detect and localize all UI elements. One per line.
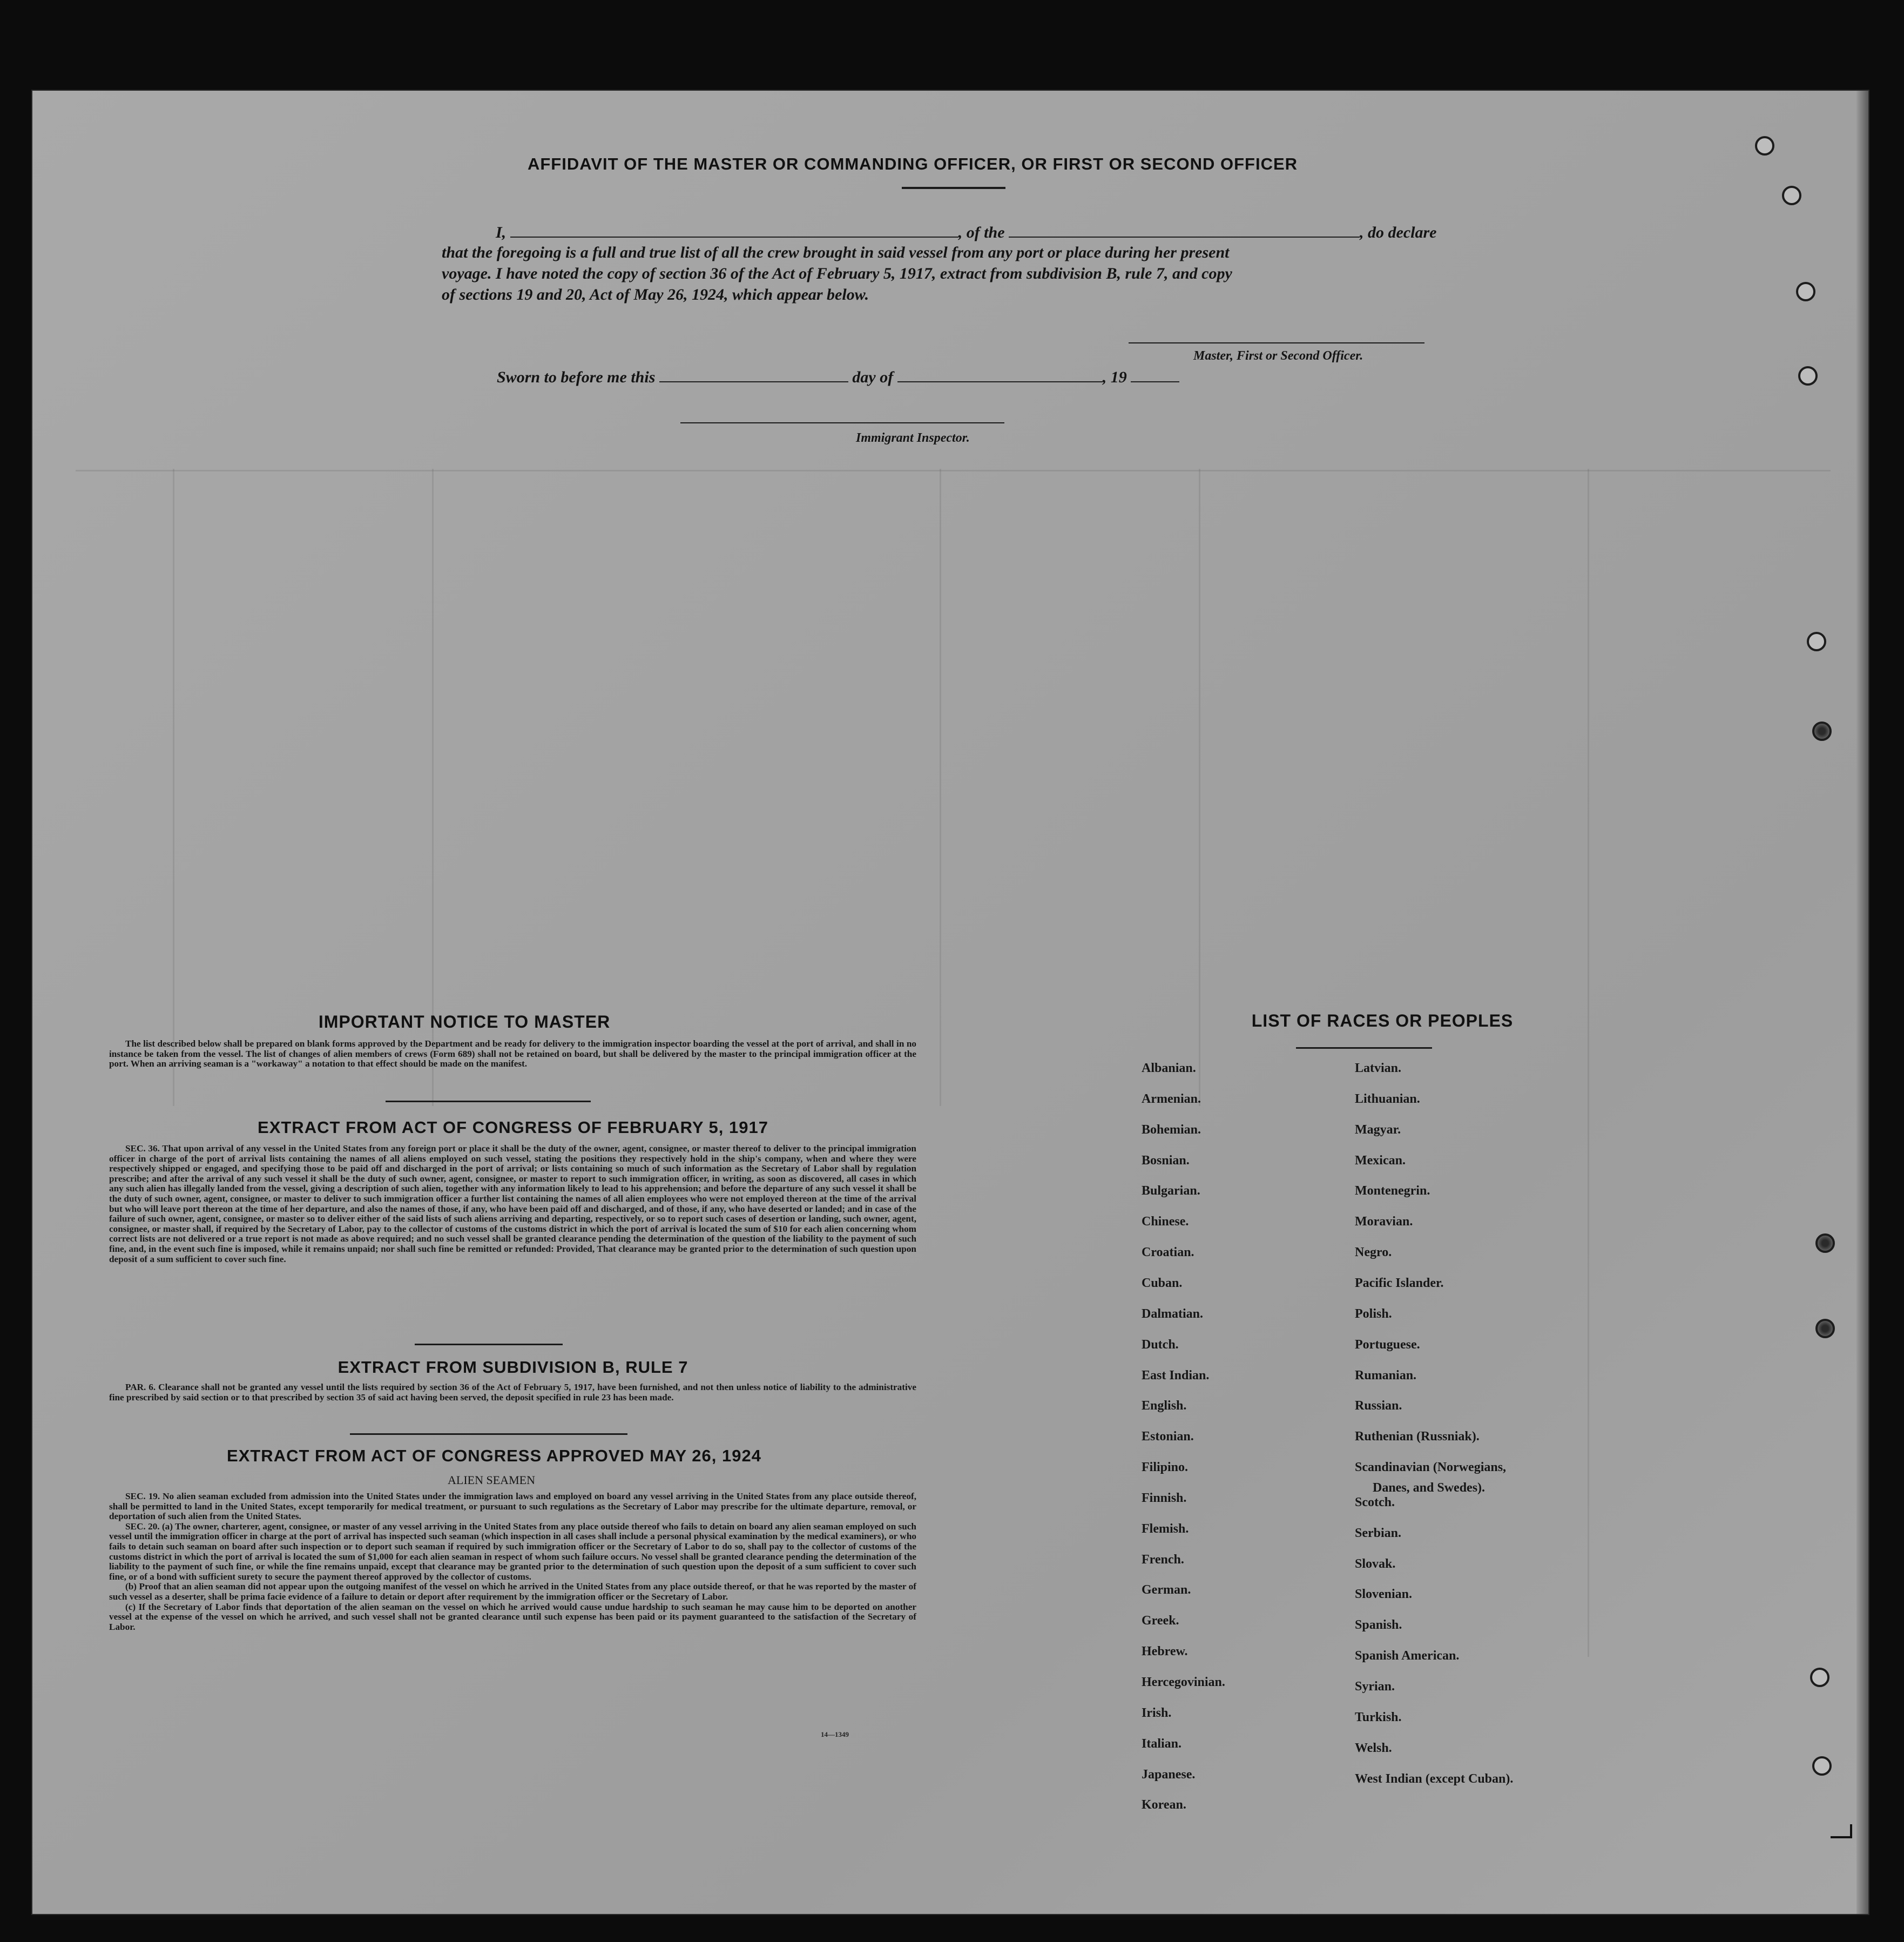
section-rule bbox=[415, 1344, 563, 1345]
sec-20c-paragraph: (c) If the Secretary of Labor finds that deportation of the alien seaman on the vessel on which he arrived would cause undue hardship to such seaman he may cause him to be deported on another vessel at the expense of the vessel on which he arrived, and such vessel shall not be granted clearance until such expense has been paid or its payment guaranteed to the satisfaction of the Secretary of Labor. bbox=[109, 1601, 916, 1632]
bleed-through-line bbox=[1588, 469, 1589, 1657]
binding-hole bbox=[1815, 1319, 1835, 1338]
races-title-rule bbox=[1296, 1047, 1432, 1049]
affidavit-line-1 bbox=[496, 222, 1436, 242]
race-item: Dutch. bbox=[1142, 1337, 1179, 1352]
race-item: Lithuanian. bbox=[1355, 1091, 1420, 1106]
race-item: Mexican. bbox=[1355, 1153, 1406, 1168]
race-item: Armenian. bbox=[1142, 1091, 1201, 1106]
sec-20a-paragraph: SEC. 20. (a) The owner, charterer, agent, consignee, or master of any vessel arriving in the United States from any place outside thereof who fails to detain on board any alien seaman employed on such vessel until the immigration officer in charge at the port of arrival has inspected such seaman (which inspection in all cases shall include a personal physical examination by the medical examiners), or who fails to detain such seaman on board after such inspection or to deport such seaman if required by such immigration officer or the Secretary of Labor to do so, shall pay to the collector of customs of the customs district in which the port of arrival is located the sum of $1,000 for each alien seaman in respect of whom such failure occurs. No vessel shall be granted clearance pending the determination of the liability to the payment of such fine, or while the fine remains unpaid, except that clearance may be granted prior to the determination of such question upon the deposit of a sum sufficient to cover such fine, or of a bond with sufficient surety to secure the payment thereof approved by the collector of customs. bbox=[109, 1521, 916, 1582]
bleed-through-line bbox=[76, 470, 1831, 471]
par-6-paragraph: PAR. 6. Clearance shall not be granted any vessel until the lists required by section 36 of the Act of February 5, 1917, have been furnished, and not then unless notice of liability to the administrative fine prescribed by said section or to that prescribed by section 35 of said act having been served, the deposit specified in rule 23 has been made. bbox=[109, 1382, 916, 1402]
race-item: Irish. bbox=[1142, 1705, 1172, 1720]
affidavit-line-2: that the foregoing is a full and true list of all the crew brought in said vessel from any port or place during her present bbox=[442, 244, 1230, 261]
affidavit-title: AFFIDAVIT OF THE MASTER OR COMMANDING OFFICER, OR FIRST OR SECOND OFFICER bbox=[527, 154, 1298, 173]
notice-text bbox=[109, 1039, 916, 1069]
notice-title: IMPORTANT NOTICE TO MASTER bbox=[318, 1012, 611, 1031]
race-item: Turkish. bbox=[1355, 1710, 1402, 1724]
race-item: Scotch. bbox=[1355, 1495, 1395, 1509]
race-item: East Indian. bbox=[1142, 1368, 1210, 1383]
race-item: Finnish. bbox=[1142, 1491, 1187, 1505]
sec-19-paragraph: SEC. 19. No alien seaman excluded from admission into the United States under the immigration laws and employed on board any vessel arriving in the United States from any place outside thereof, shall be permitted to land in the United States, except temporarily for medical treatment, or pursuant to such regulations as the Secretary of Labor may prescribe for the ultimate departure, removal, or deportation of such alien from the United States. bbox=[109, 1491, 916, 1522]
sworn-year-blank[interactable] bbox=[1131, 367, 1179, 382]
binding-hole bbox=[1755, 136, 1774, 156]
bleed-through-line bbox=[940, 469, 941, 1106]
sec-20b-paragraph: (b) Proof that an alien seaman did not appear upon the outgoing manifest of the vessel on which he arrived in the United States from any place outside thereof, or that he was reported by the master of such vessel as a deserter, shall be prima facie evidence of a failure to detain or deport after requirement by the immigration officer or the Secretary of Labor. bbox=[109, 1581, 916, 1602]
race-item: Polish. bbox=[1355, 1306, 1392, 1321]
bleed-through-line bbox=[1199, 469, 1200, 1106]
section-rule bbox=[386, 1101, 591, 1102]
section-rule bbox=[350, 1433, 627, 1435]
race-item: Estonian. bbox=[1142, 1429, 1194, 1444]
year-label: , 19 bbox=[1102, 368, 1127, 386]
race-item: Bosnian. bbox=[1142, 1153, 1190, 1168]
races-title: LIST OF RACES OR PEOPLES bbox=[1251, 1011, 1514, 1030]
binding-hole bbox=[1798, 366, 1818, 386]
race-item: Spanish. bbox=[1355, 1618, 1402, 1633]
binding-hole bbox=[1807, 632, 1826, 651]
day-of-label: day of bbox=[852, 368, 894, 386]
document-sheet bbox=[32, 91, 1868, 1914]
rule7-title: EXTRACT FROM SUBDIVISION B, RULE 7 bbox=[337, 1358, 688, 1377]
race-item: Cuban. bbox=[1142, 1276, 1183, 1290]
race-item: Filipino. bbox=[1142, 1460, 1189, 1475]
extract-1924-text bbox=[109, 1492, 916, 1632]
race-item: Russian. bbox=[1355, 1399, 1402, 1413]
race-item: Moravian. bbox=[1355, 1215, 1413, 1229]
race-item: Slovak. bbox=[1355, 1556, 1396, 1571]
i-label: I, bbox=[496, 224, 507, 241]
race-item: English. bbox=[1142, 1399, 1187, 1413]
binding-hole bbox=[1810, 1668, 1829, 1687]
affidavit-line-3: voyage. I have noted the copy of section 36 of the Act of February 5, 1917, extract from subdivision B, rule 7, and copy bbox=[442, 265, 1232, 282]
race-item: Slovenian. bbox=[1355, 1587, 1413, 1602]
race-item: Serbian. bbox=[1355, 1526, 1402, 1540]
extract-1917-text bbox=[109, 1144, 916, 1264]
binding-hole bbox=[1815, 1233, 1835, 1253]
binding-hole bbox=[1782, 186, 1801, 205]
race-item: Chinese. bbox=[1142, 1215, 1189, 1229]
notice-paragraph: The list described below shall be prepared on blank forms approved by the Department and be ready for delivery to the immigration inspector boarding the vessel at the port of arrival, and shall in no instance be taken from the vessel. The list of changes of alien members of crews (Form 689) shall not be retained on board, but shall be delivered by the master to the principal immigration officer at the port. When an arriving seaman is a "workaway" a notation to that effect should be made on the manifest. bbox=[109, 1039, 916, 1069]
race-item: Hebrew. bbox=[1142, 1644, 1188, 1659]
binding-hole bbox=[1812, 1756, 1832, 1776]
race-item: German. bbox=[1142, 1583, 1191, 1597]
alien-seamen-subtitle: ALIEN SEAMEN bbox=[448, 1473, 535, 1487]
inspector-label: Immigrant Inspector. bbox=[856, 431, 970, 445]
sworn-date-blank[interactable] bbox=[659, 367, 848, 382]
sec-36-paragraph: SEC. 36. That upon arrival of any vessel in the United States from any foreign port or place it shall be the duty of the owner, agent, consignee, or master thereof to deliver to the principal immigration officer in charge of the port of arrival lists containing the names of all aliens employed on such vessel, stating the positions they respectively hold in the ship's company, when and where they were respectively shipped or engaged, and specifying those to be paid off and discharged in the port of arrival; or lists containing so much of such information as the Secretary of Labor shall by regulation prescribe; and after the arrival of any such vessel it shall be the duty of such owner, agent, consignee, or master to report to such immigration officer, in writing, as soon as discovered, all cases in which any such alien has illegally landed from the vessel, giving a description of such alien, together with any information likely to lead to his apprehension; and before the departure of any such vessel it shall be the duty of such owner, agent, consignee, or master to deliver to such immigration officer a further list containing the names of all alien employees who were not employed thereon at the time of the arrival but who will leave port thereon at the time of her departure, and also the names of those, if any, who have been paid off and discharged, and of those, if any, who have deserted or landed; and in case of the failure of such owner, agent, consignee, or master so to deliver either of the said lists of such aliens arriving and departing, respectively, or so to report such cases of desertion or landing, such owner, agent, consignee, or master shall, if required by the Secretary of Labor, pay to the collector of customs of the customs district in which the port of arrival is located the sum of $10 for each alien concerning whom correct lists are not delivered or a true report is not made as above required; and no such vessel shall be granted clearance pending the determination of the question of the liability to the payment of such fine, and, in the event such fine is imposed, while it remains unpaid; nor shall such fine be remitted or refunded: Provided, That clearance may be granted prior to the determination of such question upon deposit of a sum sufficient to cover such fine. bbox=[109, 1143, 916, 1264]
race-item: Greek. bbox=[1142, 1614, 1179, 1628]
race-item: Albanian. bbox=[1142, 1061, 1196, 1075]
affidavit-line-4: of sections 19 and 20, Act of May 26, 1924, which appear below. bbox=[442, 286, 869, 304]
sworn-line bbox=[497, 367, 1179, 387]
race-item: Hercegovinian. bbox=[1142, 1675, 1225, 1689]
extract-1924-title: EXTRACT FROM ACT OF CONGRESS APPROVED MAY 26, 1924 bbox=[227, 1446, 761, 1465]
corner-mark bbox=[1831, 1824, 1852, 1838]
rule7-text bbox=[109, 1383, 916, 1402]
race-item: Korean. bbox=[1142, 1798, 1186, 1812]
sheet-edge-shadow bbox=[1856, 91, 1868, 1914]
race-item: Flemish. bbox=[1142, 1521, 1189, 1536]
do-declare-label: , do declare bbox=[1360, 224, 1437, 241]
sworn-month-blank[interactable] bbox=[897, 367, 1103, 382]
race-item: Bohemian. bbox=[1142, 1122, 1201, 1137]
extract-1917-title: EXTRACT FROM ACT OF CONGRESS OF FEBRUARY 5, 1917 bbox=[258, 1118, 768, 1137]
race-item: Magyar. bbox=[1355, 1122, 1401, 1137]
vessel-blank[interactable] bbox=[1009, 222, 1360, 238]
binding-hole bbox=[1796, 282, 1815, 301]
race-item: Danes, and Swedes). bbox=[1373, 1481, 1486, 1495]
sworn-label: Sworn to before me this bbox=[497, 368, 656, 386]
race-item: Croatian. bbox=[1142, 1245, 1194, 1260]
signature-line[interactable] bbox=[1129, 342, 1424, 343]
race-item: Syrian. bbox=[1355, 1680, 1395, 1694]
race-item: Latvian. bbox=[1355, 1061, 1402, 1075]
bleed-through-line bbox=[432, 469, 434, 1106]
race-item: Bulgarian. bbox=[1142, 1184, 1200, 1198]
race-item: Montenegrin. bbox=[1355, 1184, 1430, 1198]
of-the-label: , of the bbox=[958, 224, 1005, 241]
race-item: Ruthenian (Russniak). bbox=[1355, 1429, 1480, 1444]
race-item: Italian. bbox=[1142, 1736, 1182, 1751]
race-item: Negro. bbox=[1355, 1245, 1392, 1260]
race-item: Welsh. bbox=[1355, 1741, 1392, 1755]
name-blank[interactable] bbox=[510, 222, 958, 238]
race-item: Portuguese. bbox=[1355, 1337, 1420, 1352]
binding-hole bbox=[1812, 721, 1832, 741]
inspector-signature-line[interactable] bbox=[680, 422, 1004, 423]
race-item: Pacific Islander. bbox=[1355, 1276, 1444, 1290]
race-item: West Indian (except Cuban). bbox=[1355, 1771, 1514, 1786]
signature-label: Master, First or Second Officer. bbox=[1193, 349, 1363, 363]
race-item: Scandinavian (Norwegians, bbox=[1355, 1460, 1507, 1475]
bleed-through-line bbox=[173, 469, 174, 1106]
race-item: Dalmatian. bbox=[1142, 1306, 1203, 1321]
title-rule bbox=[902, 187, 1005, 189]
form-number: 14—1349 bbox=[821, 1730, 849, 1738]
race-item: Spanish American. bbox=[1355, 1649, 1460, 1663]
race-item: Rumanian. bbox=[1355, 1368, 1417, 1383]
race-item: Japanese. bbox=[1142, 1767, 1196, 1782]
race-item: French. bbox=[1142, 1552, 1184, 1567]
